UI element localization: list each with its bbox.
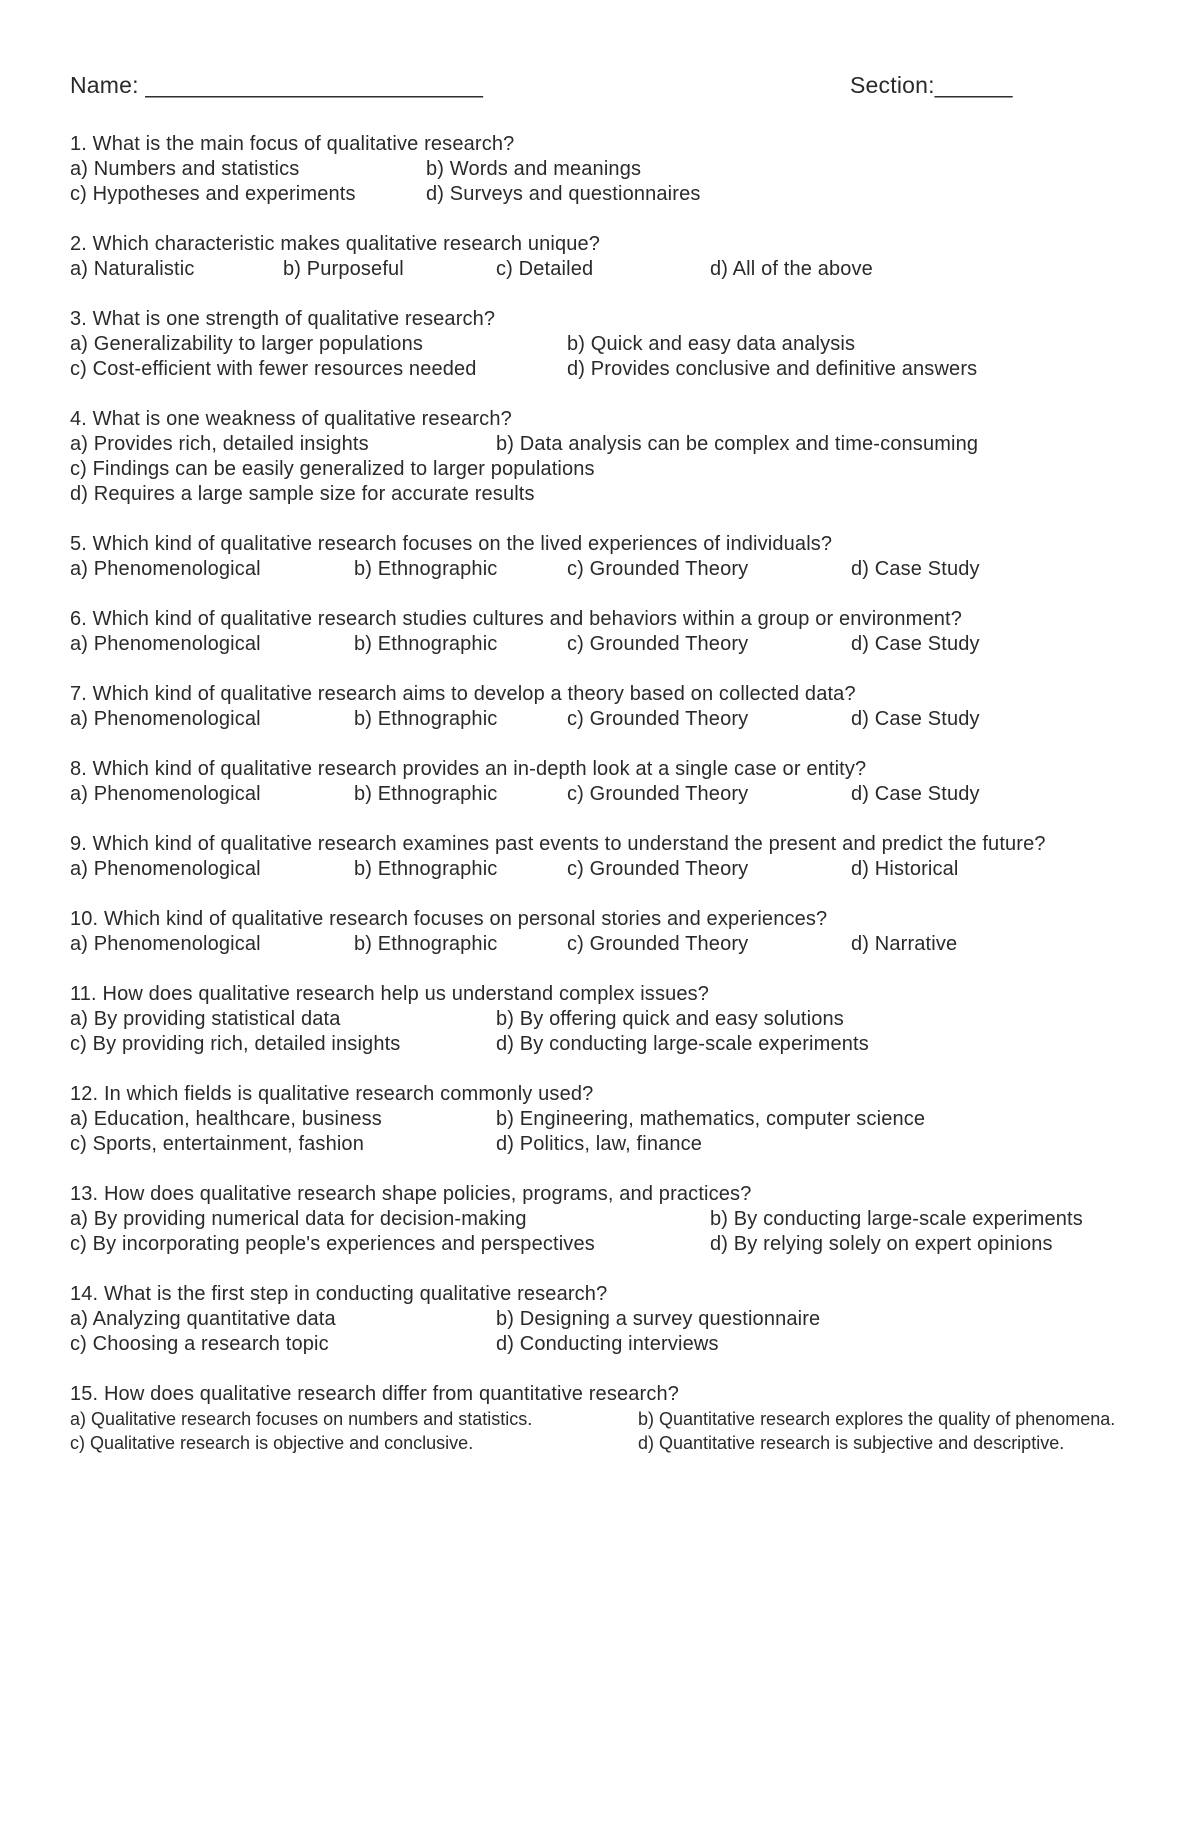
question-text: 9. Which kind of qualitative research examines past events to understand the present and predict the future? — [70, 833, 1046, 855]
question-text: 13. How does qualitative research shape policies, programs, and practices? — [70, 1183, 752, 1205]
question-text: 1. What is the main focus of qualitative research? — [70, 133, 515, 155]
option-a: a) Qualitative research focuses on numbers and statistics. — [70, 1409, 533, 1429]
option-d: d) Case Study — [851, 708, 980, 730]
option-b: b) Engineering, mathematics, computer science — [496, 1108, 926, 1130]
name-field-label: Name: __________________________ — [70, 72, 484, 98]
option-d: d) Requires a large sample size for accurate results — [70, 483, 535, 505]
question-text: 6. Which kind of qualitative research studies cultures and behaviors within a group or environment? — [70, 608, 962, 630]
question-text: 5. Which kind of qualitative research focuses on the lived experiences of individuals? — [70, 533, 833, 555]
question-14 — [70, 1282, 1190, 1357]
option-a: a) By providing numerical data for decision-making — [70, 1208, 527, 1230]
question-text: 15. How does qualitative research differ from quantitative research? — [70, 1383, 680, 1405]
option-b: b) Ethnographic — [354, 558, 498, 580]
option-row — [70, 857, 1190, 882]
option-row — [70, 1032, 1190, 1057]
option-a: a) Naturalistic — [70, 258, 195, 280]
question-5 — [70, 532, 1190, 582]
option-a: a) Analyzing quantitative data — [70, 1308, 336, 1330]
option-d: d) Quantitative research is subjective and descriptive. — [638, 1433, 1065, 1453]
option-row — [70, 357, 1190, 382]
question-9 — [70, 832, 1190, 882]
option-d: d) Case Study — [851, 633, 980, 655]
option-a: a) Provides rich, detailed insights — [70, 433, 369, 455]
option-d: d) Provides conclusive and definitive answers — [567, 358, 978, 380]
quiz-page — [70, 72, 1190, 1480]
option-row — [70, 1431, 1190, 1455]
option-a: a) By providing statistical data — [70, 1008, 341, 1030]
option-d: d) Case Study — [851, 783, 980, 805]
option-row — [70, 557, 1190, 582]
option-b: b) Ethnographic — [354, 783, 498, 805]
option-row — [70, 157, 1190, 182]
option-row — [70, 1207, 1190, 1232]
option-d: d) Narrative — [851, 933, 958, 955]
option-a: a) Education, healthcare, business — [70, 1108, 382, 1130]
question-text: 7. Which kind of qualitative research aims to develop a theory based on collected data? — [70, 683, 856, 705]
option-c: c) Hypotheses and experiments — [70, 183, 356, 205]
question-13 — [70, 1182, 1190, 1257]
option-row — [70, 1407, 1190, 1431]
option-c: c) Detailed — [496, 258, 594, 280]
option-row — [70, 457, 1190, 482]
option-a: a) Numbers and statistics — [70, 158, 300, 180]
option-c: c) Grounded Theory — [567, 633, 749, 655]
question-text: 4. What is one weakness of qualitative research? — [70, 408, 512, 430]
option-row — [70, 257, 1190, 282]
option-d: d) By relying solely on expert opinions — [710, 1233, 1053, 1255]
question-text: 2. Which characteristic makes qualitative research unique? — [70, 233, 601, 255]
option-row — [70, 782, 1190, 807]
option-c: c) Grounded Theory — [567, 858, 749, 880]
question-text: 12. In which fields is qualitative research commonly used? — [70, 1083, 594, 1105]
option-row — [70, 182, 1190, 207]
option-c: c) Grounded Theory — [567, 783, 749, 805]
question-text: 14. What is the first step in conducting qualitative research? — [70, 1283, 608, 1305]
question-4 — [70, 407, 1190, 507]
option-row — [70, 707, 1190, 732]
question-15 — [70, 1382, 1190, 1455]
option-a: a) Phenomenological — [70, 708, 261, 730]
option-c: c) Findings can be easily generalized to larger populations — [70, 458, 595, 480]
option-b: b) Ethnographic — [354, 933, 498, 955]
option-a: a) Generalizability to larger populations — [70, 333, 424, 355]
option-c: c) By providing rich, detailed insights — [70, 1033, 401, 1055]
option-row — [70, 1307, 1190, 1332]
question-text: 10. Which kind of qualitative research focuses on personal stories and experiences? — [70, 908, 828, 930]
option-b: b) Quick and easy data analysis — [567, 333, 856, 355]
option-c: c) Sports, entertainment, fashion — [70, 1133, 364, 1155]
option-row — [70, 932, 1190, 957]
option-row — [70, 1107, 1190, 1132]
option-b: b) Purposeful — [283, 258, 404, 280]
option-row — [70, 1332, 1190, 1357]
option-c: c) Qualitative research is objective and conclusive. — [70, 1433, 474, 1453]
option-d: d) Historical — [851, 858, 959, 880]
question-3 — [70, 307, 1190, 382]
option-c: c) Choosing a research topic — [70, 1333, 329, 1355]
option-row — [70, 632, 1190, 657]
option-row — [70, 1007, 1190, 1032]
option-d: d) Politics, law, finance — [496, 1133, 703, 1155]
option-a: a) Phenomenological — [70, 558, 261, 580]
option-d: d) By conducting large-scale experiments — [496, 1033, 869, 1055]
option-c: c) Grounded Theory — [567, 933, 749, 955]
option-d: d) Conducting interviews — [496, 1333, 719, 1355]
question-8 — [70, 757, 1190, 807]
option-b: b) By offering quick and easy solutions — [496, 1008, 844, 1030]
option-b: b) Ethnographic — [354, 708, 498, 730]
option-row — [70, 1232, 1190, 1257]
question-11 — [70, 982, 1190, 1057]
question-6 — [70, 607, 1190, 657]
question-12 — [70, 1082, 1190, 1157]
option-row — [70, 1132, 1190, 1157]
option-d: d) Surveys and questionnaires — [426, 183, 701, 205]
option-b: b) Quantitative research explores the quality of phenomena. — [638, 1409, 1116, 1429]
question-text: 11. How does qualitative research help us understand complex issues? — [70, 983, 710, 1005]
option-a: a) Phenomenological — [70, 783, 261, 805]
option-row — [70, 332, 1190, 357]
option-b: b) Ethnographic — [354, 633, 498, 655]
option-b: b) Ethnographic — [354, 858, 498, 880]
option-c: c) By incorporating people's experiences and perspectives — [70, 1233, 595, 1255]
quiz-header — [70, 72, 1190, 100]
question-text: 3. What is one strength of qualitative research? — [70, 308, 496, 330]
question-10 — [70, 907, 1190, 957]
option-d: d) Case Study — [851, 558, 980, 580]
question-1 — [70, 132, 1190, 207]
option-c: c) Grounded Theory — [567, 708, 749, 730]
option-b: b) Data analysis can be complex and time-consuming — [496, 433, 979, 455]
option-a: a) Phenomenological — [70, 933, 261, 955]
section-field-label: Section:______ — [850, 72, 1013, 98]
option-b: b) Words and meanings — [426, 158, 642, 180]
option-a: a) Phenomenological — [70, 858, 261, 880]
option-b: b) By conducting large-scale experiments — [710, 1208, 1083, 1230]
option-d: d) All of the above — [710, 258, 873, 280]
option-b: b) Designing a survey questionnaire — [496, 1308, 821, 1330]
question-text: 8. Which kind of qualitative research provides an in-depth look at a single case or entity? — [70, 758, 867, 780]
option-c: c) Cost-efficient with fewer resources needed — [70, 358, 477, 380]
option-row — [70, 432, 1190, 457]
option-row — [70, 482, 1190, 507]
option-a: a) Phenomenological — [70, 633, 261, 655]
question-2 — [70, 232, 1190, 282]
question-7 — [70, 682, 1190, 732]
option-c: c) Grounded Theory — [567, 558, 749, 580]
